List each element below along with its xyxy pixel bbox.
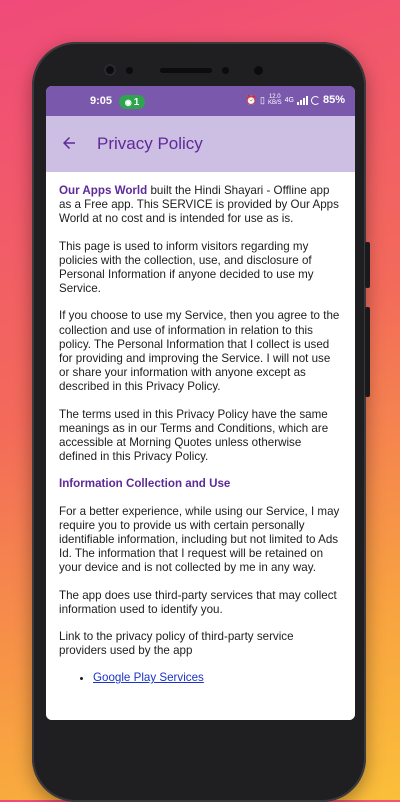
google-play-services-link[interactable]: Google Play Services bbox=[93, 671, 204, 685]
status-time: 9:05 bbox=[90, 95, 113, 107]
section-heading: Information Collection and Use bbox=[59, 477, 231, 491]
policy-paragraph: For a better experience, while using our Service, I may require you to provide us with certain personally identifiable information, including but not limited to Ads Id. The information that I request will be retained on your device and is not collected by me in any way. bbox=[59, 504, 340, 575]
network-speed bbox=[268, 94, 282, 106]
earpiece-speaker bbox=[160, 68, 212, 73]
hotspot-icon: ◉ bbox=[124, 97, 132, 107]
power-button bbox=[365, 242, 370, 288]
policy-content[interactable] bbox=[46, 172, 355, 720]
battery-level: 85% bbox=[322, 94, 345, 106]
network-speed-value: 12.0 bbox=[268, 94, 281, 100]
app-bar bbox=[46, 116, 355, 172]
arrow-left-icon[interactable] bbox=[60, 134, 78, 152]
phone-screen bbox=[46, 86, 355, 720]
alarm-icon: ⏰ bbox=[245, 94, 257, 105]
policy-paragraph: The app does use third-party services that may collect information used to identify you. bbox=[59, 588, 337, 616]
status-bar bbox=[46, 86, 355, 116]
policy-paragraph: Link to the privacy policy of third-party service providers used by the app bbox=[59, 630, 294, 658]
signal-icon bbox=[297, 96, 308, 105]
front-camera bbox=[104, 64, 116, 76]
status-icons bbox=[246, 94, 345, 106]
policy-paragraph: This page is used to inform visitors regarding my policies with the collection, use, and disclosure of Personal Information if anyone decided to use my Service. bbox=[59, 239, 314, 296]
third-party-links bbox=[59, 671, 342, 685]
hotspot-count: 1 bbox=[133, 96, 140, 108]
brand-name: Our Apps World bbox=[59, 184, 148, 197]
intro-text: built the Hindi Shayari - Offline app as a Free app. This SERVICE is provided by Our Apps World at no cost and is intended for use as is. bbox=[59, 184, 339, 226]
policy-paragraph: The terms used in this Privacy Policy have the same meanings as in our Terms and Conditions, which are accessible at Morning Quotes unless otherwise defined in this Privacy Policy. bbox=[59, 407, 329, 464]
list-item bbox=[93, 671, 342, 685]
vibrate-icon: ▯ bbox=[259, 94, 265, 105]
network-speed-unit: KB/S bbox=[267, 100, 282, 106]
sensor-dot bbox=[254, 66, 263, 75]
hotspot-badge bbox=[119, 95, 145, 109]
volume-button bbox=[365, 307, 370, 397]
proximity-sensor bbox=[126, 67, 133, 74]
page-title: Privacy Policy bbox=[97, 134, 203, 153]
light-sensor bbox=[222, 67, 229, 74]
policy-paragraph: If you choose to use my Service, then you agree to the collection and use of information in relation to this policy. The Personal Information that I collect is used for providing and improving the Service. I will not use or share your information with anyone except as described in this Privacy Policy. bbox=[59, 309, 340, 394]
policy-intro bbox=[59, 184, 342, 227]
battery-icon bbox=[311, 96, 320, 105]
network-type: 4G bbox=[284, 96, 294, 104]
